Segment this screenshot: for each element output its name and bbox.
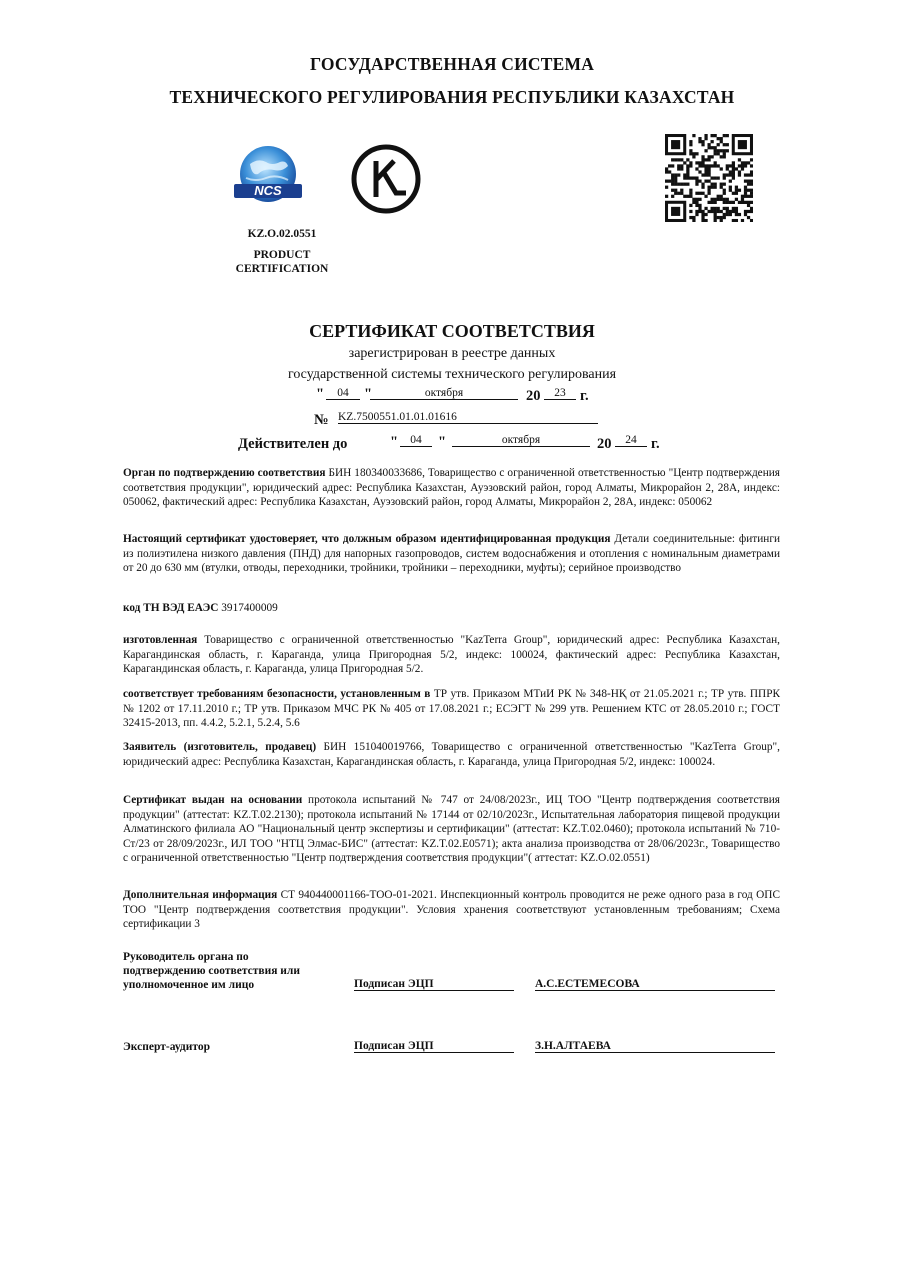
valid-month: октября [452,434,590,447]
applicant-paragraph [123,740,780,769]
requirements-label: соответствует требованиям безопасности, установленным в [123,688,431,700]
requirements-paragraph [123,687,780,731]
valid-year-suffix: г. [651,436,660,452]
head-signature: Подписан ЭЦП [354,978,514,991]
product-text: Детали соединительные: фитинги из полиэтилена низкого давления (ПНД) для напорных газопроводов, систем водоснабжения и отопления с номинальным диаметрами от 20 до 630 мм (втулки, отводы, переходники, тройники, тройники – переходники, муфты); серийное производство [123,533,781,574]
hs-code-text: 3917400009 [218,602,278,614]
certification-body-label: Орган по подтверждению соответствия [123,467,326,479]
product-label: PRODUCT [253,249,311,261]
requirements-text: ТР утв. Приказом МТиИ РК № 348-НҚ от 21.05.2021 г.; ТР утв. ППРК № 1202 от 17.11.2010 г.; ТР утв. Приказом МЧС РК № 405 от 17.08.2021 г.; ЕСЭГТ № 299 утв. Решением КТС от 28.05.2010 г.; ГОСТ 32415-2013, пп. 4.4.2, 5.2.1, 5.2.4, 5.6 [123,688,781,729]
certification-label: CERTIFICATION [235,263,329,275]
accreditation-number: KZ.O.02.0551 [247,228,317,240]
reg-quote-close: " [364,386,373,402]
basis-text: протокола испытаний № 747 от 24/08/2023г., ИЦ ТОО "Центр подтверждения соответствия продукции" (аттестат: KZ.T.02.2130); протокола испытаний № 17144 от 02/10/2023г., Испытательная лаборатория пищевой продукции Алматинского филиала АО "Национальный центр экспертизы и сертификации" (аттестат: KZ.T.02.0460); протокола испытаний № 710-Ст/23 от 28/09/2023г., ИЛ ТОО "НТЦ Элмас-БИС" (аттестат: KZ.T.02.E0571); акта анализа производства от 28/06/2023г., Товарищество с ограниченной ответственностью "Центр подтверждения соответствия продукции"( аттестат: KZ.O.02.0551) [123,794,780,864]
basis-label: Сертификат выдан на основании [123,794,303,806]
applicant-label: Заявитель (изготовитель, продавец) [123,741,317,753]
kz-conformity-mark-icon [350,143,422,215]
product-label: Настоящий сертификат удостоверяет, что должным образом идентифицированная продукция [123,533,611,545]
certificate-number: KZ.7500551.01.01.01616 [338,411,598,424]
certification-body-paragraph [123,466,780,510]
additional-info-label: Дополнительная информация [123,889,278,901]
head-title-line-2: подтверждению соответствия или [123,965,300,977]
reg-day: 04 [326,387,360,400]
svg-text:NCS: NCS [254,183,282,198]
valid-year: 24 [615,434,647,447]
expert-label: Эксперт-аудитор [123,1041,210,1053]
manufacturer-label: изготовленная [123,634,198,646]
valid-quote-close: " [438,434,447,450]
manufacturer-paragraph [123,633,780,677]
hs-code-paragraph [123,601,780,616]
head-title-line-1: Руководитель органа по [123,951,249,963]
additional-info-text: СТ 940440001166-ТОО-01-2021. Инспекционный контроль проводится не реже одного раза в год ОПС ТОО "Центр подтверждения соответствия продукции". Условия хранения соответствуют установленным требованиям; Схема сертификации 3 [123,889,780,930]
reg-month: октября [370,387,518,400]
ncs-logo [228,142,308,214]
reg-year: 23 [544,387,576,400]
reg-quote-open: " [316,386,325,402]
valid-day: 04 [400,434,432,447]
number-label: № [314,412,329,428]
additional-info-paragraph [123,888,780,932]
hs-code-label: код ТН ВЭД ЕАЭС [123,602,219,614]
valid-label: Действителен до [238,436,348,452]
valid-quote-open: " [390,434,399,450]
expert-name: З.Н.АЛТАЕВА [535,1040,775,1053]
head-title-line-3: уполномоченное им лицо [123,979,255,991]
registered-line-2: государственной системы технического регулирования [287,367,617,382]
expert-signature: Подписан ЭЦП [354,1040,514,1053]
header-line-2: ТЕХНИЧЕСКОГО РЕГУЛИРОВАНИЯ РЕСПУБЛИКИ КАЗАХСТАН [169,87,735,107]
basis-paragraph [123,793,780,866]
header-line-1: ГОСУДАРСТВЕННАЯ СИСТЕМА [309,54,595,74]
registered-line-1: зарегистрирован в реестре данных [348,346,556,361]
qr-code-icon [665,134,753,222]
reg-year-prefix: 20 [526,388,541,404]
reg-year-suffix: г. [580,388,589,404]
certification-body-text: БИН 180340033686, Товарищество с ограниченной ответственностью "Центр подтверждения соответствия продукции", юридический адрес: Республика Казахстан, Ауэзовский район, город Алматы, Микрорайон 2, 28А, индекс: 050062, фактический адрес: Республика Казахстан, Ауэзовский район, город Алматы, Микрорайон 2, 28А, индекс: 050062 [123,467,780,508]
certificate-title: СЕРТИФИКАТ СООТВЕТСТВИЯ [309,321,595,341]
manufacturer-text: Товарищество с ограниченной ответственностью "KazTerra Group", юридический адрес: Республика Казахстан, Карагандинская область, г. Караганда, улица Пригородная 5/2, индекс: 100024, фактический адрес: Республика Казахстан, Карагандинская область, г. Караганда, улица Пригородная 5/2. [123,634,780,675]
head-name: А.С.ЕСТЕМЕСОВА [535,978,775,991]
valid-year-prefix: 20 [597,436,612,452]
applicant-text: БИН 151040019766, Товарищество с ограниченной ответственностью "KazTerra Group", юридический адрес: Республика Казахстан, Карагандинская область, г. Караганда, улица Пригородная 5/2, индекс: 100024. [123,741,780,768]
product-paragraph [123,532,780,576]
